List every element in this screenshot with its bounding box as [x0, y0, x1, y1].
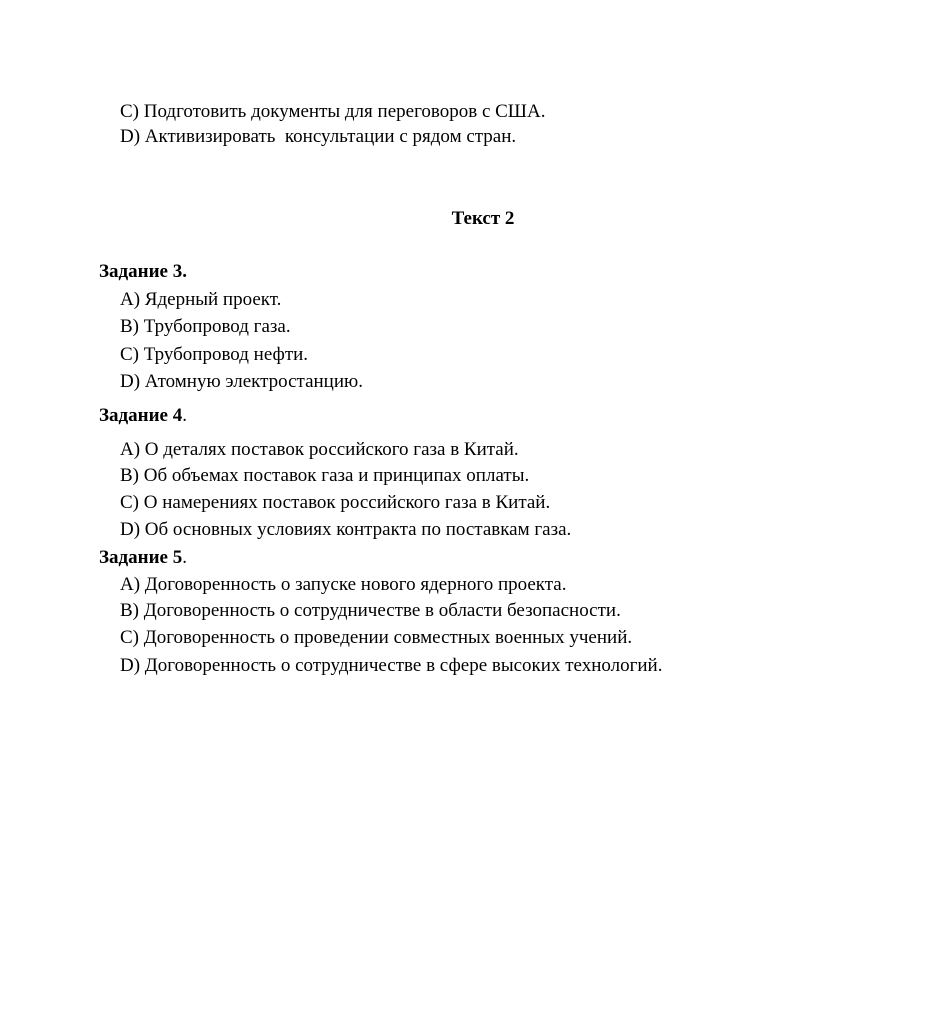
task-3-option-d: D) Атомную электростанцию. [120, 371, 363, 392]
task-5-option-c: C) Договоренность о проведении совместных военных учений. [120, 627, 633, 648]
task-4-option-a: A) О деталях поставок российского газа в Китай. [120, 439, 519, 460]
task-5-option-a: A) Договоренность о запуске нового ядерного проекта. [120, 574, 567, 595]
task-4-title [99, 405, 187, 427]
task-4-title-text: Задание 4 [99, 405, 183, 426]
option-c-prev: C) Подготовить документы для переговоров с США. [120, 101, 546, 122]
task-3-title [99, 261, 187, 283]
option-d-prev: D) Активизировать консультации с рядом стран. [120, 126, 517, 147]
task-4-option-c: C) О намерениях поставок российского газа в Китай. [120, 492, 551, 513]
section-title: Текст 2 [451, 208, 515, 229]
task-5-option-d: D) Договоренность о сотрудничестве в сфере высоких технологий. [120, 655, 663, 676]
task-5-option-b: B) Договоренность о сотрудничестве в области безопасности. [120, 600, 621, 621]
task-4-option-d: D) Об основных условиях контракта по поставкам газа. [120, 519, 572, 540]
task-4-option-b: B) Об объемах поставок газа и принципах оплаты. [120, 465, 530, 486]
task-3-option-a: A) Ядерный проект. [120, 289, 282, 310]
task-3-option-c: C) Трубопровод нефти. [120, 344, 309, 365]
task-4-suffix: . [182, 405, 187, 426]
task-5-suffix: . [182, 547, 187, 568]
task-5-title [99, 547, 187, 569]
task-5-title-text: Задание 5 [99, 547, 183, 568]
task-3-title-text: Задание 3. [99, 261, 187, 282]
task-3-option-b: B) Трубопровод газа. [120, 316, 291, 337]
